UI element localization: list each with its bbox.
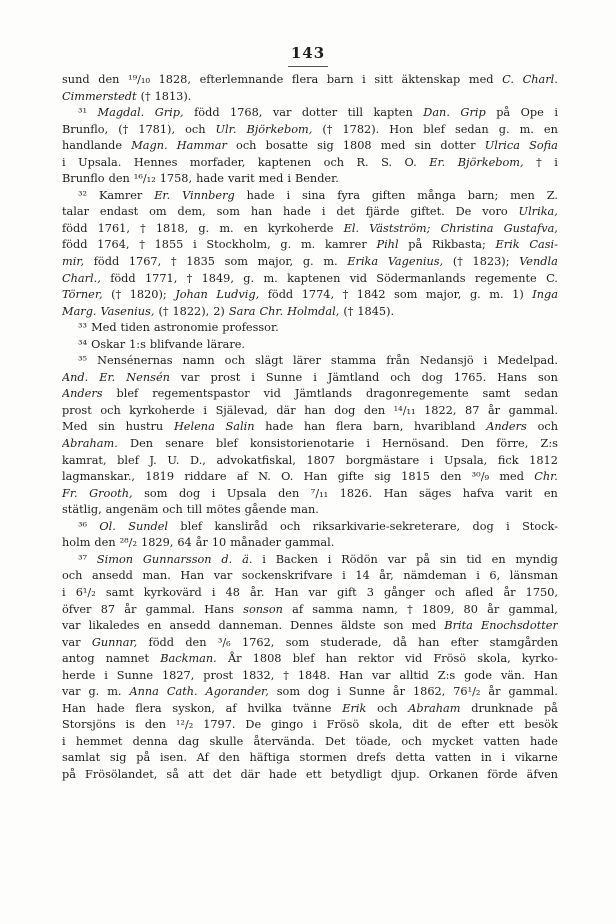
text-line: på Frösölandet, så att det där hade ett betydligt djup. Orkanen förde äfven [62, 767, 558, 781]
text-line: ³⁶ Ol. Sundel blef kansliråd och riksarkivarie-sekreterare, dog i Stock- [78, 519, 558, 533]
text-line: Abraham. Den senare blef konsistorienotarie i Hernösand. Den förre, Z:s [62, 437, 558, 451]
text-line: ³⁵ Nensénernas namn och slägt lärer stamma från Nedansjö i Medelpad. [78, 354, 558, 368]
page-number-rule [288, 66, 328, 67]
text-line: Cimmerstedt († 1813). [62, 89, 192, 103]
text-line: Med sin hustru Helena Salin hade han flera barn, hvaribland Anders och [62, 420, 558, 434]
text-line: ³² Kamrer Er. Vinnberg hade i sina fyra giften många barn; men Z. [78, 188, 558, 202]
text-line: handlande Magn. Hammar och bosatte sig 1808 med sin dotter Ulrica Sofia [62, 139, 558, 153]
text-line: var g. m. Anna Cath. Agorander, som dog i Sunne år 1862, 76¹/₂ år gammal. [62, 685, 558, 699]
text-line: Brunflo den ¹⁶/₁₂ 1758, hade varit med i Bender. [62, 172, 339, 186]
text-line: lagmanskar., 1819 riddare af N. O. Han gifte sig 1815 den ³⁰/₉ med Chr. [62, 470, 558, 484]
text-line: Fr. Grooth, som dog i Upsala den ⁷/₁₁ 1826. Han säges hafva varit en [62, 486, 558, 500]
text-line: Storsjöns is den ¹²/₂ 1797. De gingo i Frösö skola, dit de efter ett besök [62, 718, 558, 732]
text-line: i hemmet denna dag skulle återvända. Det töade, och mycket vatten hade [62, 734, 558, 748]
text-line: mir, född 1767, † 1835 som major, g. m. Erika Vagenius, († 1823); Vendla [62, 255, 558, 269]
text-line: sund den ¹⁹/₁₀ 1828, efterlemnande flera barn i sitt äktenskap med C. Charl. [62, 73, 558, 86]
text-line: ³¹ Magdal. Grip, född 1768, var dotter till kapten Dan. Grip på Ope i [78, 106, 558, 120]
text-line: holm den ²⁸/₂ 1829, 64 år 10 månader gammal. [62, 536, 335, 550]
text-line: Charl., född 1771, † 1849, g. m. kaptenen vid Södermanlands regemente C. [62, 271, 558, 285]
text-line: och ansedd man. Han var sockenskrifvare i 14 år, nämdeman i 6, länsman [62, 569, 558, 583]
text-line: öfver 87 år gammal. Hans sonson af samma namn, † 1809, 80 år gammal, [62, 602, 558, 616]
notes-text-block [62, 72, 558, 784]
text-line: i Upsala. Hennes morfader, kaptenen och R. S. O. Er. Björkebom, † i [62, 155, 558, 169]
text-line: ³⁴ Oskar 1:s blifvande lärare. [78, 337, 246, 351]
text-line: And. Er. Nensén var prost i Sunne i Jämtland och dog 1765. Hans son [62, 370, 558, 384]
text-line: ³³ Med tiden astronomie professor. [78, 321, 279, 335]
text-line: prost och kyrkoherde i Själevad, där han dog den ¹⁴/₁₁ 1822, 87 år gammal. [62, 403, 558, 417]
text-line: var likaledes en ansedd danneman. Dennes äldste son med Brita Enochsdotter [62, 619, 558, 633]
text-line: kamrat, blef J. U. D., advokatfiskal, 1807 borgmästare i Upsala, fick 1812 [62, 453, 558, 467]
text-line: antog namnet Backman. År 1808 blef han rektor vid Frösö skola, kyrko- [62, 652, 558, 666]
text-line: talar endast om dem, som han hade i det fjärde giftet. De voro Ulrika, [62, 205, 558, 219]
text-line: herde i Sunne 1827, prost 1832, † 1848. Han var alltid Z:s gode vän. Han [62, 668, 558, 682]
text-line: född 1761, † 1818, g. m. en kyrkoherde El. Västström; Christina Gustafva, [62, 221, 558, 235]
text-line: ³⁷ Simon Gunnarsson d. ä. i Backen i Rödön var på sin tid en myndig [78, 552, 558, 566]
text-line: var Gunnar, född den ³/₆ 1762, som studerade, då han efter stamgården [62, 635, 558, 649]
text-line: född 1764, † 1855 i Stockholm, g. m. kamrer Pihl på Rikbasta; Erik Casi- [62, 238, 558, 252]
text-line: Brunflo, († 1781), och Ulr. Björkebom, († 1782). Hon blef sedan g. m. en [62, 122, 558, 136]
text-line: Anders blef regementspastor vid Jämtlands dragonregemente samt sedan [62, 387, 558, 401]
text-line: Törner, († 1820); Johan Ludvig, född 1774, † 1842 som major, g. m. 1) Inga [62, 288, 558, 302]
text-line: Han hade flera syskon, af hvilka tvänne Erik och Abraham drunknade på [62, 701, 558, 715]
page-number: 143 [290, 44, 326, 62]
text-line: Marg. Vasenius, († 1822), 2) Sara Chr. Holmdal, († 1845). [62, 304, 395, 318]
text-line: stätlig, angenäm och till mötes gående man. [62, 503, 319, 517]
text-line: samlat sig på isen. Af den häftiga stormen drefs detta vatten in i vikarne [62, 751, 558, 765]
text-line: i 6¹/₂ samt kyrkovärd i 48 år. Han var gift 3 gånger och afled år 1750, [62, 585, 558, 599]
